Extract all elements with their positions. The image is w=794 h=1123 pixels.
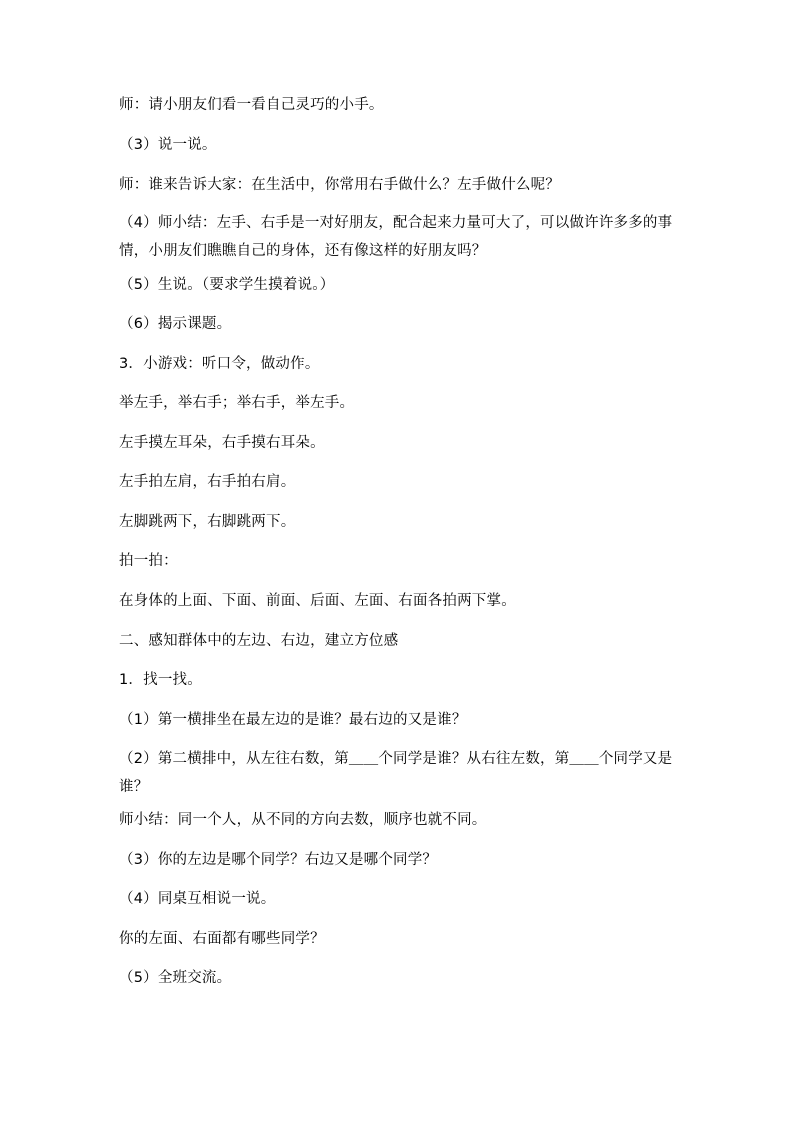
paragraph: 左手摸左耳朵，右手摸右耳朵。 — [119, 435, 325, 451]
paragraph: （5）全班交流。 — [119, 970, 232, 986]
paragraph: （1）第一横排坐在最左边的是谁？最右边的又是谁？ — [119, 712, 467, 728]
paragraph: 左手拍左肩，右手拍右肩。 — [119, 474, 296, 490]
paragraph: （4）师小结：左手、右手是一对好朋友，配合起来力量可大了，可以做许许多多的事情，小朋友们瞧瞧自己的身体，还有像这样的好朋友吗？ — [119, 215, 673, 259]
paragraph: （3）说一说。 — [119, 137, 217, 153]
paragraph: （2）第二横排中，从左往右数，第＿＿个同学是谁？从右往左数，第＿＿个同学又是谁？ — [119, 751, 673, 795]
paragraph: 师：谁来告诉大家：在生活中，你常用右手做什么？左手做什么呢？ — [119, 177, 560, 193]
paragraph: 师小结：同一个人，从不同的方向去数，顺序也就不同。 — [119, 812, 487, 828]
paragraph: 1．找一找。 — [119, 672, 202, 688]
paragraph: 在身体的上面、下面、前面、后面、左面、右面各拍两下掌。 — [119, 593, 516, 609]
paragraph: （4）同桌互相说一说。 — [119, 891, 276, 907]
paragraph: 你的左面、右面都有哪些同学？ — [119, 931, 325, 947]
paragraph: 左脚跳两下，右脚跳两下。 — [119, 514, 296, 530]
paragraph: （3）你的左边是哪个同学？右边又是哪个同学？ — [119, 852, 438, 868]
paragraph: （5）生说。（要求学生摸着说。） — [119, 277, 335, 293]
section-heading: 二、感知群体中的左边、右边，建立方位感 — [119, 633, 399, 649]
paragraph: （6）揭示课题。 — [119, 316, 232, 332]
paragraph: 举左手，举右手；举右手，举左手。 — [119, 395, 355, 411]
paragraph: 拍一拍： — [119, 553, 178, 569]
paragraph: 3．小游戏：听口令，做动作。 — [119, 356, 320, 372]
paragraph: 师：请小朋友们看一看自己灵巧的小手。 — [119, 97, 384, 113]
